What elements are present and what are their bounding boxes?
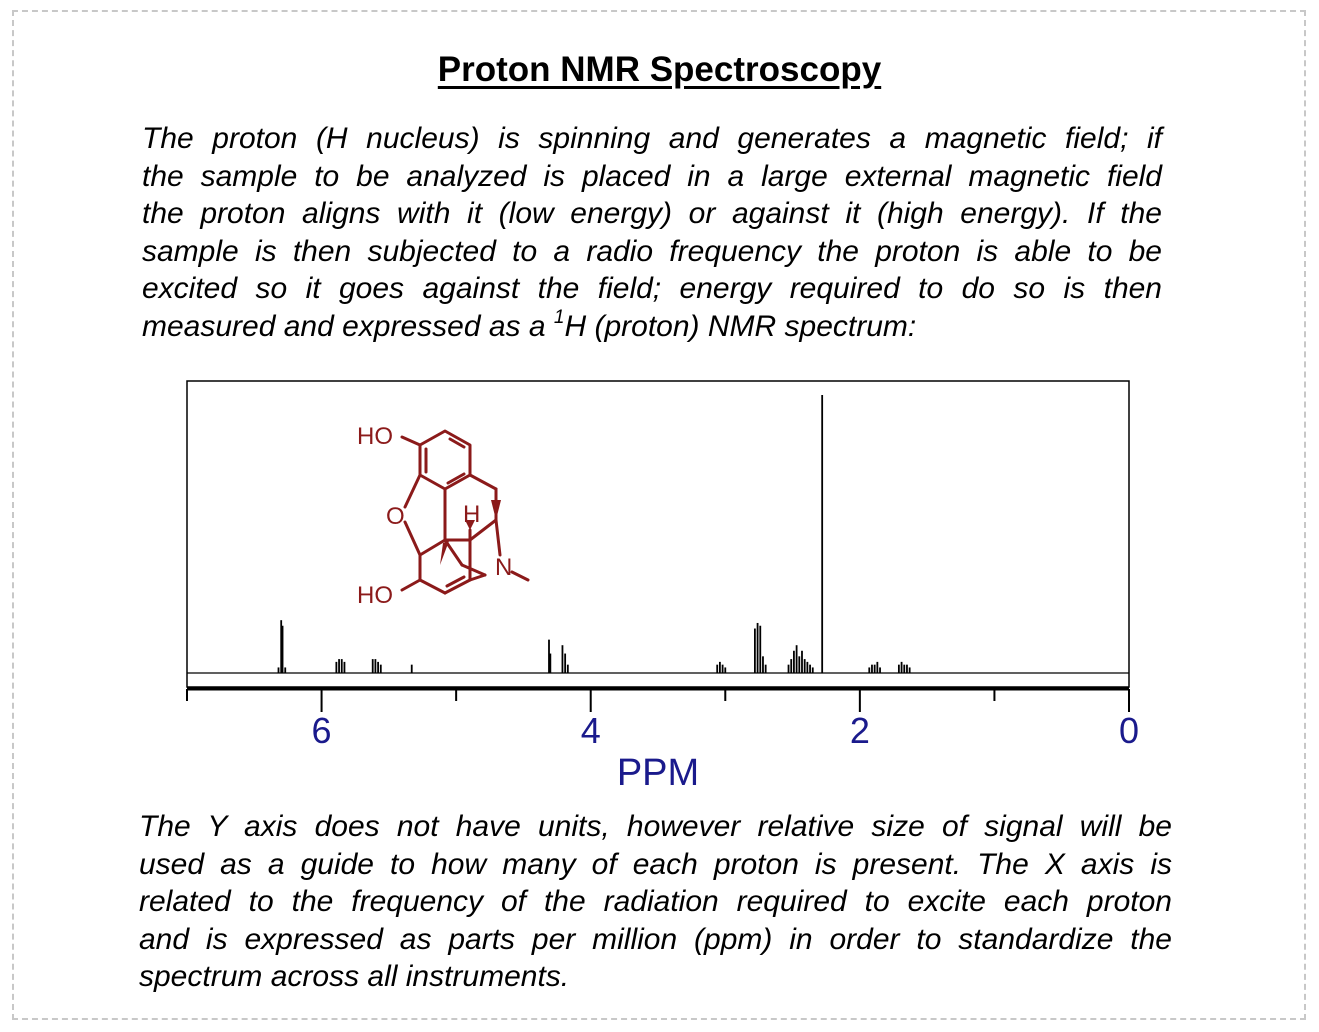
outro-line: related to the frequency of the radiation required to excite each proton — [139, 885, 1172, 918]
x-axis-tick-labels — [312, 710, 1139, 751]
plot-frame — [187, 381, 1129, 687]
x-axis-ticks — [187, 689, 1129, 712]
intro-line: the proton aligns with it (low energy) or against it (high energy). If the — [142, 197, 1162, 230]
ring-bond — [462, 565, 485, 575]
n-methyl-bond — [512, 572, 528, 580]
ring-bond — [420, 540, 445, 555]
x-tick-label: 0 — [1118, 710, 1140, 751]
hydrogen-label: H — [463, 501, 481, 528]
intro-last-line-start: measured and expressed as a — [142, 309, 554, 343]
oh-bond — [402, 437, 420, 445]
oh-bond — [402, 580, 420, 590]
ring-bond — [470, 575, 485, 580]
x-axis-label: PPM — [616, 752, 700, 794]
ring-oxygen-label: O — [386, 503, 405, 530]
ring-bond — [420, 580, 445, 593]
outro-line: spectrum across all instruments. — [139, 960, 570, 993]
intro-last-line-end: H (proton) NMR spectrum: — [564, 309, 917, 343]
ether-bond — [405, 475, 420, 507]
ring-bond — [496, 520, 500, 555]
outro-line: The Y axis does not have units, however relative size of signal will be — [139, 810, 1172, 843]
intro-line: the sample to be analyzed is placed in a large external magnetic field — [142, 159, 1162, 193]
wedge-bond — [491, 500, 501, 520]
superscript-one: 1 — [553, 306, 565, 328]
intro-line: excited so it goes against the field; energy required to do so is then — [142, 272, 1162, 305]
x-tick-label: 4 — [580, 710, 601, 751]
nitrogen-label: N — [495, 554, 513, 581]
hydroxyl-label-top: HO — [357, 423, 393, 450]
hydroxyl-label-bottom: HO — [357, 582, 393, 609]
intro-line: The proton (H nucleus) is spinning and generates a magnetic field; if — [142, 122, 1162, 155]
x-tick-label: 2 — [849, 710, 870, 751]
intro-line: sample is then subjected to a radio frequency the proton is able to be — [142, 234, 1162, 268]
outro-line: used as a guide to how many of each proton is present. The X axis is — [139, 847, 1172, 881]
ring-bond — [470, 475, 496, 489]
x-tick-label: 6 — [311, 710, 332, 751]
ether-bond — [405, 522, 420, 555]
page-title: Proton NMR Spectroscopy — [437, 50, 882, 89]
wedge-bond — [440, 541, 449, 565]
outro-line: and is expressed as parts per million (ppm) in order to standardize the — [139, 922, 1172, 956]
outro-paragraph — [139, 808, 1172, 996]
